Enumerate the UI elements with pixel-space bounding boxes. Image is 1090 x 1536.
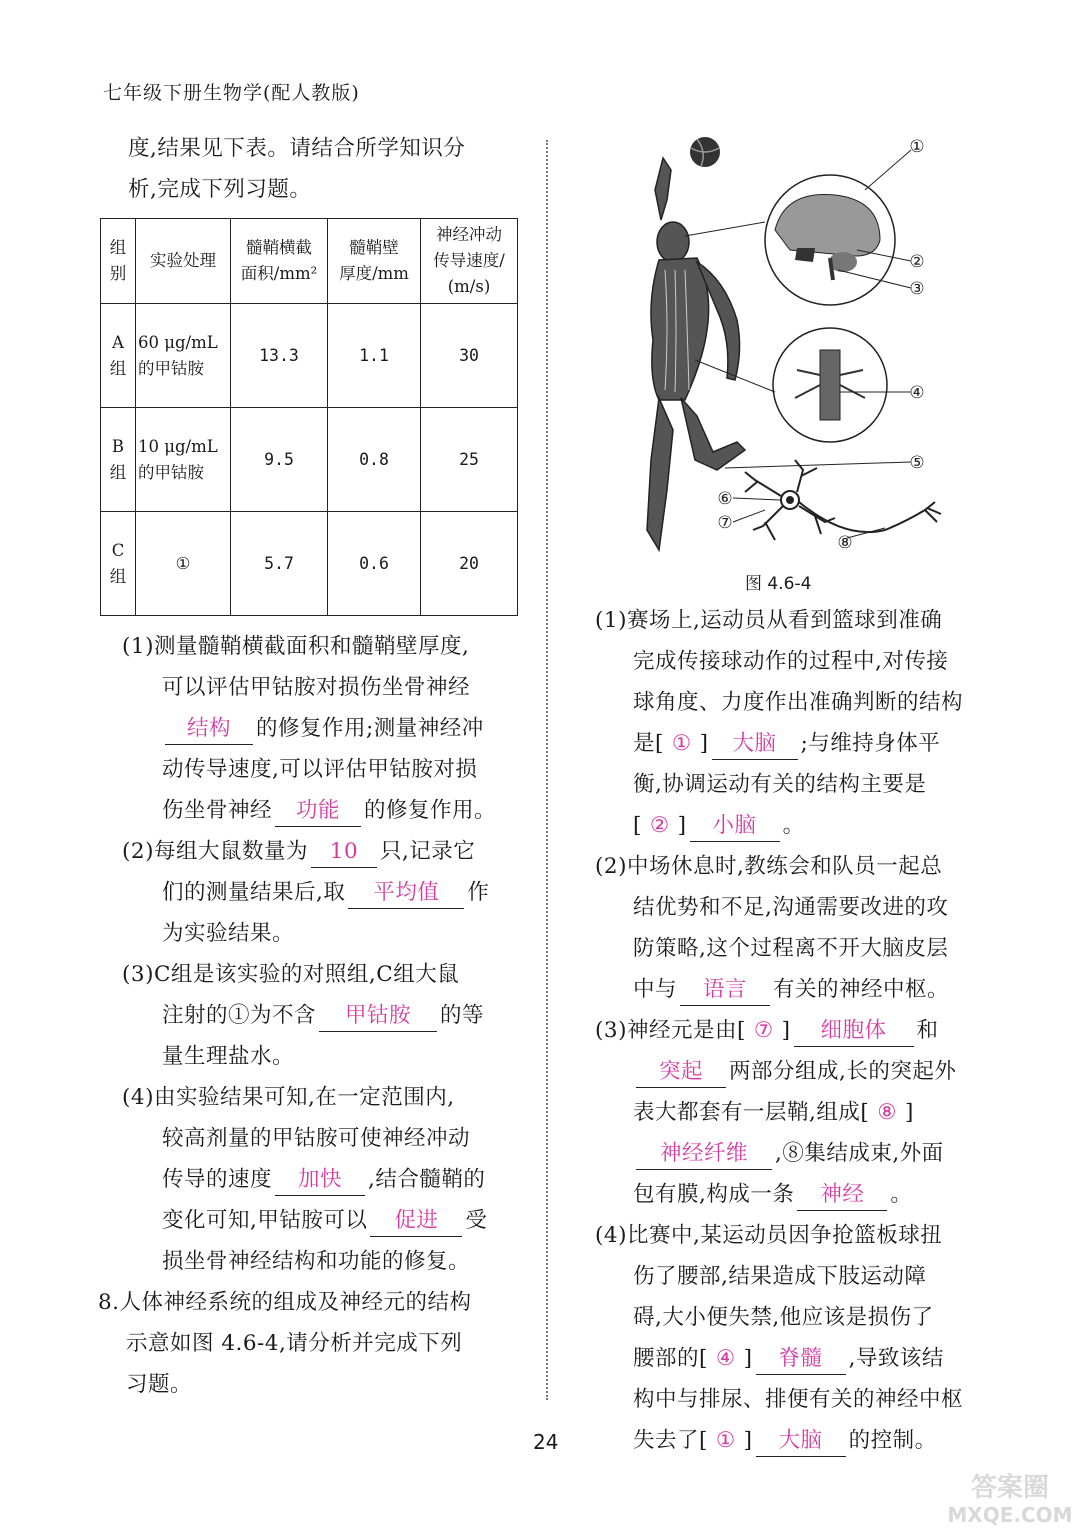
running-header: 七年级下册生物学(配人教版): [103, 82, 360, 104]
q3-line: 注射的①为不含 甲钴胺 的等: [100, 995, 525, 1036]
page-number: 24: [533, 1430, 559, 1454]
rq1-line: 球角度、力度作出准确判断的结构: [633, 690, 964, 715]
group-cell: B 组: [101, 408, 136, 512]
answer-blank[interactable]: 10: [311, 837, 377, 868]
q4-line: 较高剂量的甲钴胺可使神经冲动: [162, 1126, 471, 1151]
label-8: ⑧: [837, 533, 853, 553]
area-cell: 13.3: [231, 304, 328, 408]
rq4-line: 伤了腰部,结果造成下肢运动障: [633, 1264, 927, 1289]
table-row: [101, 304, 518, 408]
speed-cell: 20: [421, 512, 518, 616]
answer-blank[interactable]: 功能: [275, 796, 361, 827]
spinal-cord-inset: [773, 328, 887, 442]
brain-inset: [765, 175, 895, 305]
rq3-line: 神经纤维 ,⑧集结成束,外面: [595, 1133, 995, 1174]
answer-blank[interactable]: 平均值: [348, 878, 464, 909]
rq2-line: 中与 语言 有关的神经中枢。: [595, 969, 995, 1010]
label-6: ⑥: [717, 489, 733, 509]
label-3: ③: [909, 279, 925, 299]
header-cell: 髓鞘横截 面积/mm²: [231, 219, 328, 304]
answer-blank[interactable]: 促进: [370, 1206, 462, 1237]
speed-cell: 25: [421, 408, 518, 512]
rq2-line: 防策略,这个过程离不开大脑皮层: [633, 936, 949, 961]
q8-line: 8.人体神经系统的组成及神经元的结构: [98, 1290, 472, 1315]
group-cell: C 组: [101, 512, 136, 616]
area-cell: 5.7: [231, 512, 328, 616]
right-column: [595, 600, 995, 1461]
q4-line: (4)由实验结果可知,在一定范围内,: [122, 1085, 455, 1110]
svg-text:MXQE.COM: MXQE.COM: [947, 1503, 1073, 1527]
label-4: ④: [909, 383, 925, 403]
table-row: [101, 408, 518, 512]
answer-blank[interactable]: 甲钴胺: [319, 1001, 437, 1032]
q2-line: (2)每组大鼠数量为 10 只,记录它: [100, 831, 525, 872]
rq4-line: (4)比赛中,某运动员因争抢篮板球扭: [595, 1223, 943, 1248]
nervous-system-figure: [625, 130, 955, 570]
q3-line: 量生理盐水。: [162, 1044, 295, 1069]
q1-line: 可以评估甲钴胺对损伤坐骨神经: [162, 675, 471, 700]
left-column: [100, 128, 525, 1405]
q8-line: 习题。: [126, 1372, 193, 1397]
area-cell: 9.5: [231, 408, 328, 512]
answer-blank[interactable]: 脊髓: [756, 1344, 846, 1375]
q4-line: 传导的速度 加快 ,结合髓鞘的: [100, 1159, 525, 1200]
q1-line: 伤坐骨神经 功能 的修复作用。: [100, 790, 525, 831]
rq1-line: 衡,协调运动有关的结构主要是: [633, 772, 927, 797]
header-cell: 髓鞘壁 厚度/mm: [328, 219, 421, 304]
treatment-cell: ①: [136, 512, 231, 616]
thickness-cell: 0.6: [328, 512, 421, 616]
label-5: ⑤: [909, 453, 925, 473]
answer-blank[interactable]: 语言: [680, 975, 770, 1006]
treatment-cell: 60 μg/mL 的甲钴胺: [136, 304, 231, 408]
answer-blank[interactable]: 突起: [636, 1057, 726, 1088]
q1-line: (1)测量髓鞘横截面积和髓鞘壁厚度,: [122, 634, 470, 659]
table-header-row: [101, 219, 518, 304]
rq4-line: 腰部的[ ④ ] 脊髓 ,导致该结: [595, 1338, 995, 1379]
answer-blank[interactable]: 细胞体: [794, 1016, 914, 1047]
rq2-line: (2)中场休息时,教练会和队员一起总: [595, 854, 943, 879]
rq4-line: 碍,大小便失禁,他应该是损伤了: [633, 1305, 934, 1330]
q4-line: 损坐骨神经结构和功能的修复。: [162, 1249, 471, 1274]
rq3-line: 表大都套有一层鞘,组成[ ⑧ ]: [633, 1100, 914, 1125]
intro-line: 析,完成下列习题。: [128, 177, 312, 202]
watermark-logo: [935, 1470, 1085, 1530]
rq1-line: 是[ ① ] 大脑 ;与维持身体平: [595, 723, 995, 764]
answer-blank[interactable]: 结构: [165, 714, 253, 745]
q1-line: 动传导速度,可以评估甲钴胺对损: [162, 757, 478, 782]
answer-blank[interactable]: 大脑: [756, 1426, 846, 1457]
rq3-line: 包有膜,构成一条 神经 。: [595, 1174, 995, 1215]
treatment-cell: 10 μg/mL 的甲钴胺: [136, 408, 231, 512]
answer-blank[interactable]: 大脑: [712, 729, 798, 760]
rq3-line: 突起 两部分组成,长的突起外: [595, 1051, 995, 1092]
rq2-line: 结优势和不足,沟通需要改进的攻: [633, 895, 949, 920]
group-cell: A 组: [101, 304, 136, 408]
rq1-line: 完成传接球动作的过程中,对传接: [633, 649, 949, 674]
rq4-line: 构中与排尿、排便有关的神经中枢: [633, 1387, 964, 1412]
answer-blank[interactable]: 神经纤维: [636, 1139, 772, 1170]
q8-line: 示意如图 4.6-4,请分析并完成下列: [126, 1331, 463, 1356]
answer-blank[interactable]: 神经: [797, 1180, 887, 1211]
header-cell: 实验处理: [136, 219, 231, 304]
basketball-icon: [690, 137, 720, 167]
figure-caption: 图 4.6-4: [745, 574, 812, 594]
label-7: ⑦: [717, 513, 733, 533]
label-2: ②: [909, 252, 925, 272]
q2-line: 们的测量结果后,取 平均值 作: [100, 872, 525, 913]
header-cell: 神经冲动 传导速度/ (m/s): [421, 219, 518, 304]
thickness-cell: 0.8: [328, 408, 421, 512]
q2-line: 为实验结果。: [162, 921, 295, 946]
header-cell: 组 别: [101, 219, 136, 304]
rq3-line: (3)神经元是由[ ⑦ ] 细胞体 和: [595, 1010, 995, 1051]
table-row: [101, 512, 518, 616]
column-divider: [546, 140, 548, 1400]
answer-blank[interactable]: 加快: [275, 1165, 365, 1196]
rq1-line: [ ② ] 小脑 。: [595, 805, 995, 846]
svg-text:答案圈: 答案圈: [970, 1473, 1050, 1503]
answer-blank[interactable]: 小脑: [690, 811, 780, 842]
speed-cell: 30: [421, 304, 518, 408]
q4-line: 变化可知,甲钴胺可以 促进 受: [100, 1200, 525, 1241]
experiment-table: [100, 218, 518, 616]
rq4-line: 失去了[ ① ] 大脑 的控制。: [595, 1420, 995, 1461]
q3-line: (3)C组是该实验的对照组,C组大鼠: [122, 962, 460, 987]
label-1: ①: [909, 137, 925, 157]
q1-line: 结构 的修复作用;测量神经冲: [100, 708, 525, 749]
thickness-cell: 1.1: [328, 304, 421, 408]
rq1-line: (1)赛场上,运动员从看到篮球到准确: [595, 608, 943, 633]
intro-line: 度,结果见下表。请结合所学知识分: [128, 136, 466, 161]
